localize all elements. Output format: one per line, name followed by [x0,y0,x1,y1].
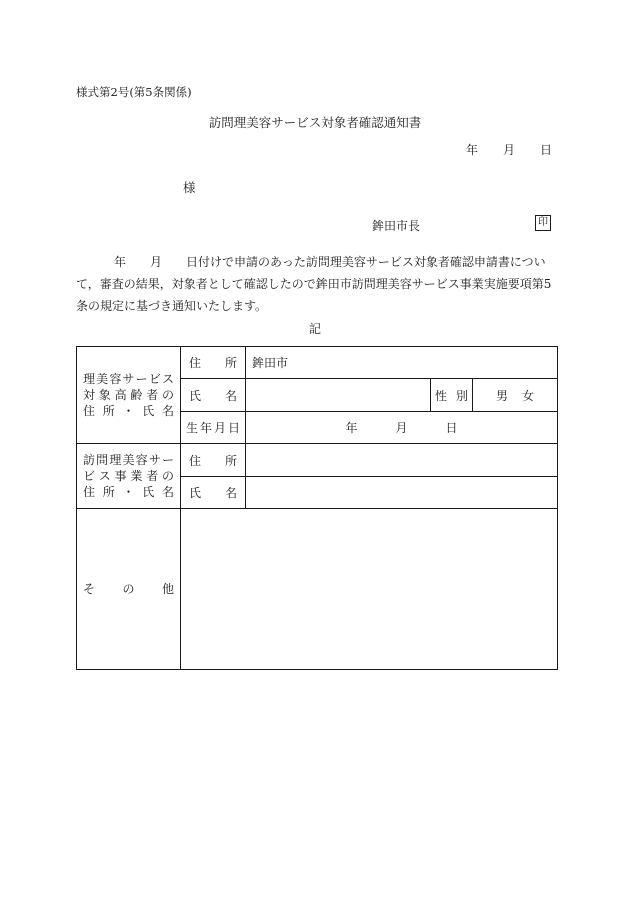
ki-heading: 記 [308,322,321,336]
recipient-suffix: 様 [183,180,196,195]
provider-name-value[interactable] [246,477,558,509]
body-line-2: て，審査の結果，対象者として確認したので鉾田市訪問理美容サービス事業実施要項第5 [76,277,552,291]
issuer-name: 鉾田市長 [372,219,421,233]
sex-options[interactable] [473,379,558,412]
body-line-3: 条の規定に基づき通知いたします。 [76,299,268,313]
table-row [77,347,558,379]
subject-group-label [77,347,181,444]
body-month: 月 [150,255,163,269]
other-label: その他 [77,509,181,670]
sex-female[interactable]: 女 [522,388,535,403]
document-title: 訪問理美容サービス対象者確認通知書 [208,115,422,130]
date-day-label: 日 [540,143,553,157]
dob-day: 日 [445,421,458,435]
body-line-1 [76,251,556,273]
dob-month: 月 [395,421,408,435]
dob-label: 生年月日 [181,412,246,444]
form-number: 様式第2号(第5条関係) [76,85,192,99]
provider-label-line: 訪問理美容サー [83,453,174,467]
subject-label-line: 対象高齢者の [83,388,174,402]
name-value[interactable] [246,379,431,412]
subject-label-line: 理美容サービス [83,372,174,386]
subject-label-line: 住所・氏名 [83,404,174,418]
date-year-label: 年 [466,143,479,157]
name-label: 氏名 [181,379,246,412]
address-value[interactable]: 鉾田市 [246,347,558,379]
provider-address-label: 住所 [181,444,246,477]
provider-label-line: 住所・氏名 [83,485,174,499]
provider-label-line: ビス事業者の [83,469,174,483]
body-year: 年 [114,255,127,269]
sex-male[interactable]: 男 [496,388,509,403]
notice-body [76,251,556,317]
table-row [77,509,558,670]
provider-group-label [77,444,181,509]
table-row [77,444,558,477]
other-value[interactable] [181,509,558,670]
body-line-1-rest: 日付けで申請のあった訪問理美容サービス対象者確認申請書につい [186,255,546,269]
notice-table [76,346,558,670]
dob-year: 年 [345,421,358,435]
address-label: 住所 [181,347,246,379]
sex-label: 性別 [431,379,473,412]
provider-name-label: 氏名 [181,477,246,509]
dob-value[interactable] [246,412,558,444]
provider-address-value[interactable] [246,444,558,477]
date-month-label: 月 [503,143,516,157]
seal-mark: 印 [535,215,551,231]
